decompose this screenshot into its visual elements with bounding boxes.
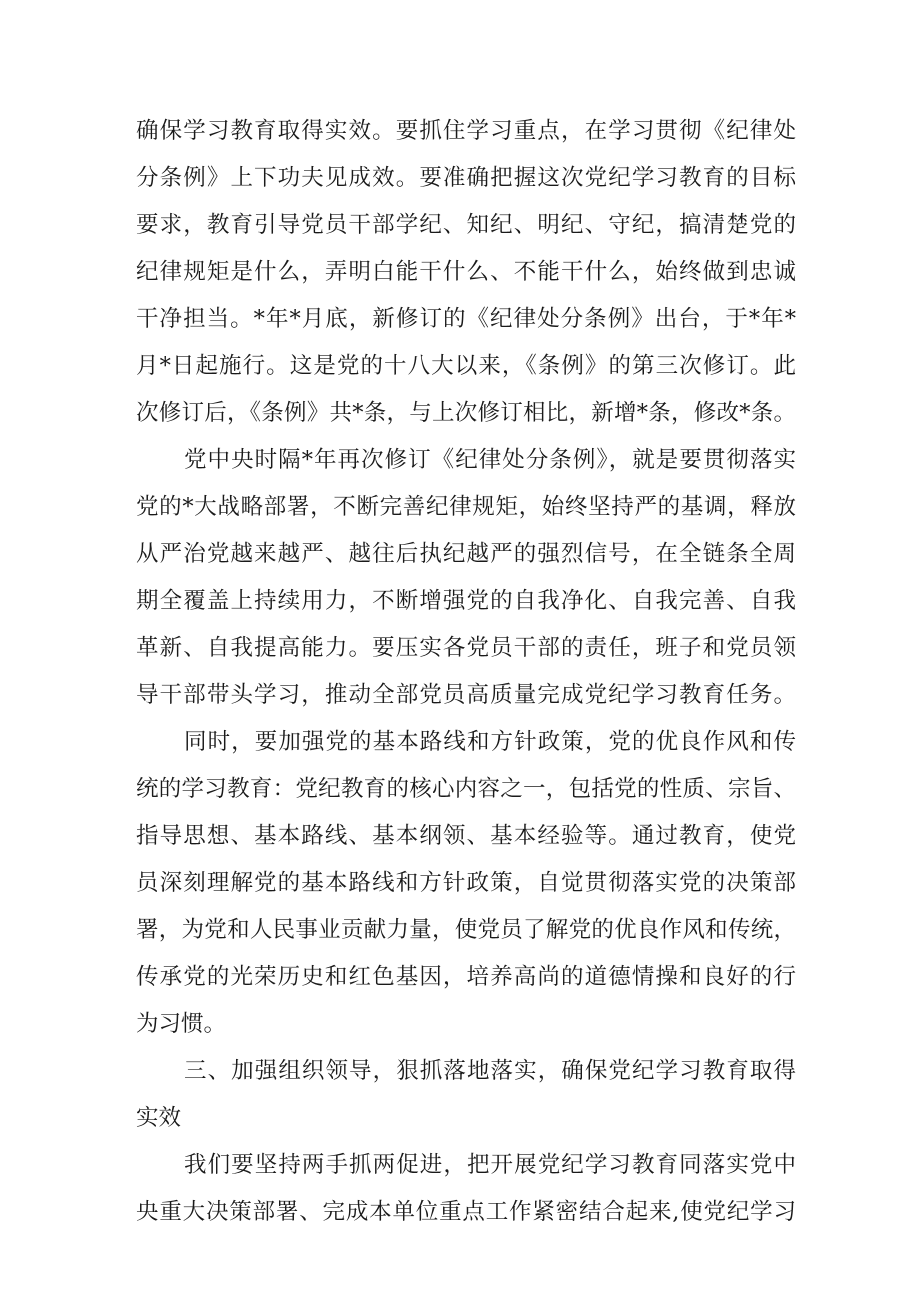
text-line: 纪律规矩是什么，弄明白能干什么、不能干什么，始终做到忠诚 — [136, 259, 796, 285]
text-line: 干净担当。*年*月底，新修订的《纪律处分条例》出台，于*年* — [136, 306, 796, 332]
text-line: 确保学习教育取得实效。要抓住学习重点，在学习贯彻《纪律处 — [136, 118, 796, 144]
text-line: 署，为党和人民事业贡献力量，使党员了解党的优良作风和传统， — [136, 917, 796, 943]
text-line: 实效 — [136, 1105, 182, 1131]
text-line: 革新、自我提高能力。要压实各党员干部的责任，班子和党员领 — [136, 635, 796, 661]
text-line: 为习惯。 — [136, 1011, 227, 1037]
text-line: 从严治党越来越严、越往后执纪越严的强烈信号，在全链条全周 — [136, 541, 796, 567]
text-line: 要求，教育引导党员干部学纪、知纪、明纪、守纪，搞清楚党的 — [136, 212, 796, 238]
paragraph-2 — [136, 437, 796, 719]
text-line: 分条例》上下功夫见成效。要准确把握这次党纪学习教育的目标 — [136, 165, 796, 191]
text-line: 同时，要加强党的基本路线和方针政策，党的优良作风和传 — [184, 729, 796, 755]
paragraph-1 — [136, 108, 796, 437]
text-line: 次修订后，《条例》共*条，与上次修订相比，新增*条，修改*条。 — [136, 400, 796, 426]
text-line: 党的*大战略部署，不断完善纪律规矩，始终坚持严的基调，释放 — [136, 494, 796, 520]
paragraph-4 — [136, 1142, 796, 1236]
text-line: 统的学习教育：党纪教育的核心内容之一，包括党的性质、宗旨、 — [136, 776, 796, 802]
text-line: 传承党的光荣历史和红色基因，培养高尚的道德情操和良好的行 — [136, 964, 796, 990]
paragraph-3 — [136, 719, 796, 1048]
text-line: 导干部带头学习，推动全部党员高质量完成党纪学习教育任务。 — [136, 682, 796, 708]
text-line: 党中央时隔*年再次修订《纪律处分条例》，就是要贯彻落实 — [184, 447, 796, 473]
text-line: 月*日起施行。这是党的十八大以来，《条例》的第三次修订。此 — [136, 353, 796, 379]
text-line: 我们要坚持两手抓两促进，把开展党纪学习教育同落实党中 — [184, 1152, 796, 1178]
text-line: 指导思想、基本路线、基本纲领、基本经验等。通过教育，使党 — [136, 823, 796, 849]
text-line: 期全覆盖上持续用力，不断增强党的自我净化、自我完善、自我 — [136, 588, 796, 614]
document-body — [136, 108, 796, 1236]
section-heading-3 — [136, 1048, 796, 1142]
text-line: 央重大决策部署、完成本单位重点工作紧密结合起来,使党纪学习 — [136, 1199, 796, 1225]
text-line: 三、加强组织领导，狠抓落地落实，确保党纪学习教育取得 — [184, 1058, 796, 1084]
text-line: 员深刻理解党的基本路线和方针政策，自觉贯彻落实党的决策部 — [136, 870, 796, 896]
